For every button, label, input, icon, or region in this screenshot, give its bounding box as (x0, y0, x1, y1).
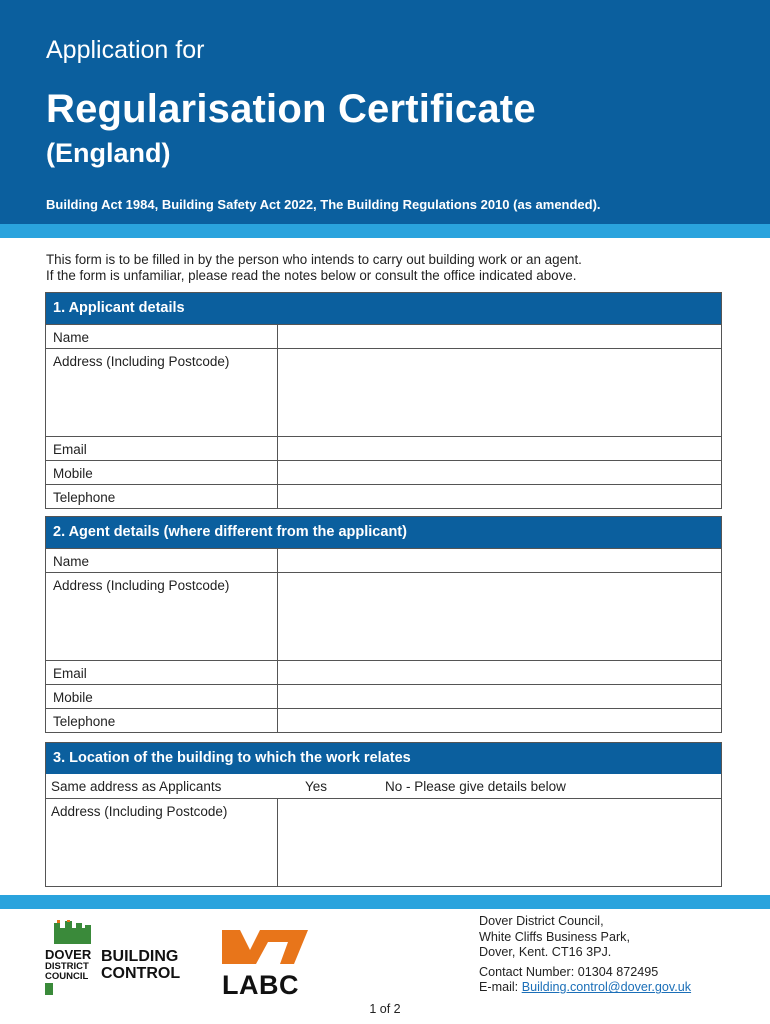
header-banner (0, 0, 770, 224)
address-line-3: Dover, Kent. CT16 3PJ. (479, 945, 612, 960)
building-control-line2: CONTROL (101, 965, 181, 982)
header-stripe (0, 224, 770, 238)
section-agent-title: 2. Agent details (where different from the applicant) (46, 517, 721, 548)
labc-logo-text: LABC (222, 970, 299, 998)
section-applicant (45, 292, 722, 509)
agent-email-label: Email (46, 661, 278, 684)
applicant-telephone-field[interactable] (278, 485, 721, 508)
dover-logo-bar (45, 983, 53, 995)
footer-stripe (0, 895, 770, 909)
agent-address-row (46, 572, 721, 660)
agent-address-field[interactable] (278, 573, 721, 660)
email-link[interactable]: Building.control@dover.gov.uk (521, 980, 692, 995)
agent-mobile-field[interactable] (278, 685, 721, 708)
legislation-text: Building Act 1984, Building Safety Act 2022, The Building Regulations 2010 (as amended). (46, 197, 601, 212)
applicant-telephone-label: Telephone (46, 485, 278, 508)
applicant-mobile-field[interactable] (278, 461, 721, 484)
castle-icon (54, 920, 91, 944)
email-line (479, 980, 691, 996)
applicant-name-row (46, 324, 721, 348)
page-title: Regularisation Certificate (46, 87, 536, 131)
applicant-telephone-row (46, 484, 721, 508)
agent-mobile-label: Mobile (46, 685, 278, 708)
applicant-email-row (46, 436, 721, 460)
same-address-yes-option[interactable]: Yes (305, 779, 328, 794)
agent-email-field[interactable] (278, 661, 721, 684)
agent-mobile-row (46, 684, 721, 708)
location-address-field[interactable] (278, 799, 721, 886)
agent-telephone-field[interactable] (278, 709, 721, 732)
same-address-row (46, 774, 721, 798)
intro-text (46, 252, 582, 284)
location-address-row (46, 798, 721, 886)
agent-email-row (46, 660, 721, 684)
email-prefix: E-mail: (479, 980, 522, 995)
section-location (45, 742, 722, 887)
labc-roof-icon (222, 930, 308, 964)
agent-name-row (46, 548, 721, 572)
agent-name-field[interactable] (278, 549, 721, 572)
section-agent (45, 516, 722, 733)
applicant-email-label: Email (46, 437, 278, 460)
applicant-name-field[interactable] (278, 325, 721, 348)
location-address-label: Address (Including Postcode) (46, 799, 278, 886)
address-line-1: Dover District Council, (479, 914, 604, 928)
intro-line-2: If the form is unfamiliar, please read the notes below or consult the office indicated above. (46, 268, 577, 283)
agent-address-label: Address (Including Postcode) (46, 573, 278, 660)
pre-title: Application for (46, 36, 205, 64)
applicant-mobile-label: Mobile (46, 461, 278, 484)
dover-logo-line2: DISTRICT (45, 961, 89, 972)
same-address-label: Same address as Applicants (51, 779, 222, 794)
building-control-line1: BUILDING (101, 948, 179, 965)
applicant-address-row (46, 348, 721, 436)
agent-telephone-row (46, 708, 721, 732)
agent-name-label: Name (46, 549, 278, 572)
page-subtitle: (England) (46, 138, 171, 168)
applicant-name-label: Name (46, 325, 278, 348)
labc-logo (222, 926, 322, 998)
section-location-title: 3. Location of the building to which the work relates (46, 743, 721, 774)
address-line-2: White Cliffs Business Park, (479, 929, 630, 944)
council-address-block (479, 914, 691, 996)
applicant-address-label: Address (Including Postcode) (46, 349, 278, 436)
applicant-address-field[interactable] (278, 349, 721, 436)
page-number: 1 of 2 (369, 1002, 401, 1016)
applicant-mobile-row (46, 460, 721, 484)
applicant-email-field[interactable] (278, 437, 721, 460)
dover-building-control-logo (45, 920, 195, 998)
dover-logo-line3: COUNCIL (45, 971, 89, 982)
contact-number: Contact Number: 01304 872495 (479, 964, 659, 979)
intro-line-1: This form is to be filled in by the person who intends to carry out building work or an agent. (46, 252, 582, 267)
dover-logo-line1: DOVER (45, 947, 92, 962)
same-address-no-option[interactable]: No - Please give details below (385, 779, 566, 794)
section-applicant-title: 1. Applicant details (46, 293, 721, 324)
agent-telephone-label: Telephone (46, 709, 278, 732)
